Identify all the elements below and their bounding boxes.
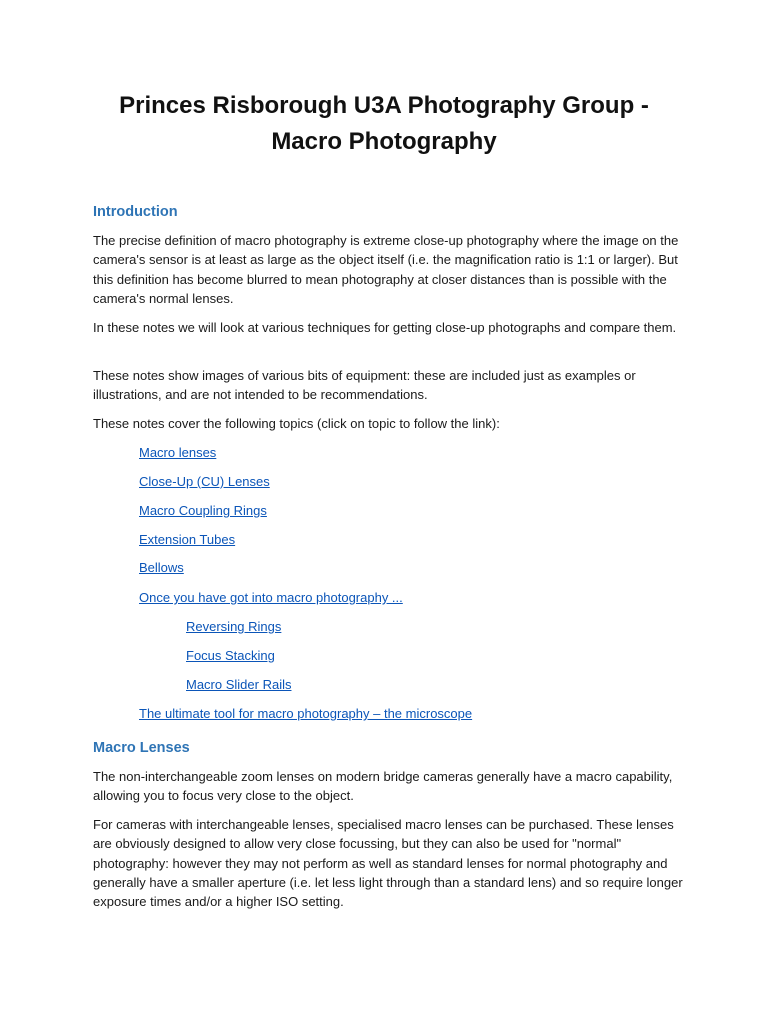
- toc-link-extension-tubes[interactable]: Extension Tubes: [139, 532, 236, 547]
- toc-link-macro-lenses[interactable]: Macro lenses: [139, 445, 217, 460]
- toc-link-close-up-lenses[interactable]: Close-Up (CU) Lenses: [139, 474, 270, 489]
- macro-lenses-paragraph-2: For cameras with interchangeable lenses, specialised macro lenses can be purchased. These lenses are obviously designed to allow very close focussing, but they can also be used for "normal" photography: however they may not perform as well as standard lenses for normal photography and generally have a smaller aperture (i.e. let less light through than a standard lens) and so require longer exposure times and/or a higher ISO setting.: [93, 817, 683, 910]
- toc-link-macro-coupling-rings[interactable]: Macro Coupling Rings: [139, 503, 267, 518]
- document-title: [60, 88, 708, 160]
- document-title-line-2: Macro Photography: [271, 128, 497, 155]
- macro-lenses-heading: Macro Lenses: [93, 740, 190, 756]
- introduction-heading: Introduction: [93, 204, 178, 220]
- document-title-line-1: Princes Risborough U3A Photography Group -: [119, 92, 649, 119]
- toc-link-bellows[interactable]: Bellows: [139, 560, 184, 575]
- toc-link-reversing-rings[interactable]: Reversing Rings: [186, 619, 282, 634]
- toc-link-microscope[interactable]: The ultimate tool for macro photography – the microscope: [139, 706, 473, 721]
- introduction-paragraph-2: In these notes we will look at various techniques for getting close-up photographs and compare them.: [93, 320, 677, 335]
- introduction-paragraph-1: The precise definition of macro photography is extreme close-up photography where the image on the camera's sensor is at least as large as the object itself (i.e. the magnification ratio is 1:1 or larger). But this definition has become blurred to mean photography at closer distances than is possible with the camera's normal lenses.: [93, 233, 679, 306]
- toc-link-focus-stacking[interactable]: Focus Stacking: [186, 648, 275, 663]
- introduction-paragraph-4: These notes cover the following topics (click on topic to follow the link):: [93, 416, 500, 431]
- toc-link-once-into-macro[interactable]: Once you have got into macro photography ...: [139, 590, 403, 605]
- toc-link-macro-slider-rails[interactable]: Macro Slider Rails: [186, 677, 292, 692]
- macro-lenses-paragraph-1: The non-interchangeable zoom lenses on modern bridge cameras generally have a macro capability, allowing you to focus very close to the object.: [93, 769, 673, 804]
- introduction-paragraph-3: These notes show images of various bits of equipment: these are included just as examples or illustrations, and are not intended to be recommendations.: [93, 368, 636, 403]
